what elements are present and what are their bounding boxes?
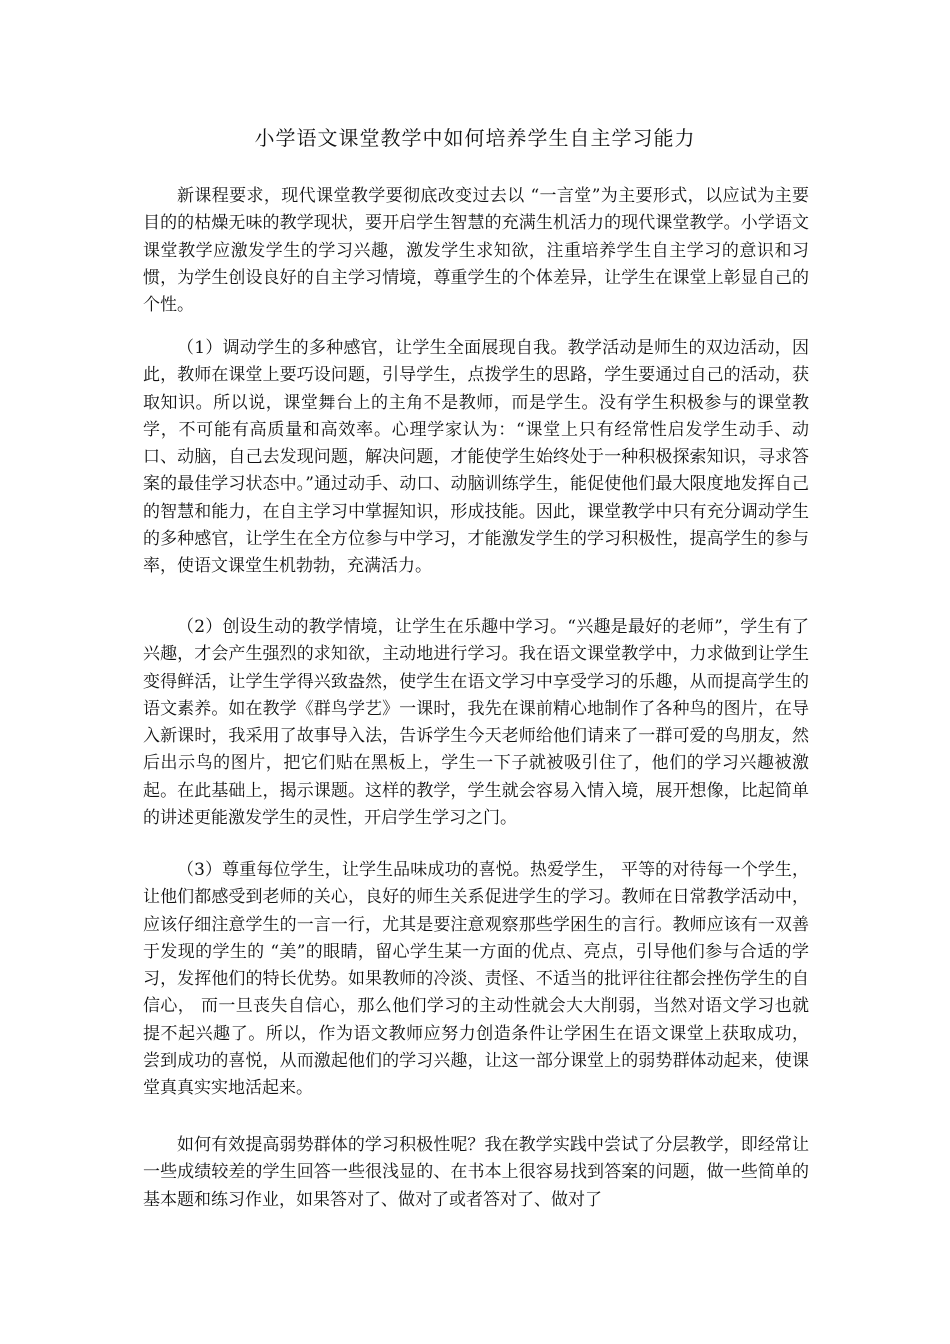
paragraph-point-1: （1）调动学生的多种感官，让学生全面展现自我。教学活动是师生的双边活动，因此，教师在课堂上要巧设问题，引导学生，点拨学生的思路，学生要通过自己的活动，获取知识。所以说，课堂舞台上的主角不是教师，而是学生。没有学生积极参与的课堂教学，不可能有高质量和高效率。心理学家认为：“课堂上只有经常性启发学生动手、动口、动脑，自己去发现问题，解决问题，才能使学生始终处于一种积极探索知识，寻求答案的最佳学习状态中。”通过动手、动口、动脑训练学生，能促使他们最大限度地发挥自己的智慧和能力，在自主学习中掌握知识，形成技能。因此，课堂教学中只有充分调动学生的多种感官，让学生在全方位参与中学习，才能激发学生的学习积极性，提高学生的参与率，使语文课堂生机勃勃，充满活力。 [143, 338, 809, 577]
paragraph-point-2: （2）创设生动的教学情境，让学生在乐趣中学习。“兴趣是最好的老师”，学生有了兴趣，才会产生强烈的求知欲，主动地进行学习。我在语文课堂教学中，力求做到让学生变得鲜活，让学生学得兴致盎然，使学生在语文学习中享受学习的乐趣，从而提高学生的语文素养。如在教学《群鸟学艺》一课时，我先在课前精心地制作了各种鸟的图片，在导入新课时，我采用了故事导入法，告诉学生今天老师给他们请来了一群可爱的鸟朋友，然后出示鸟的图片，把它们贴在黑板上，学生一下子就被吸引住了，他们的学习兴趣被激起。在此基础上，揭示课题。这样的教学，学生就会容易入情入境，展开想像，比起简单的讲述更能激发学生的灵性，开启学生学习之门。 [143, 617, 809, 829]
paragraph-intro: 新课程要求，现代课堂教学要彻底改变过去以 “一言堂”为主要形式，以应试为主要目的的枯燥无味的教学现状，要开启学生智慧的充满生机活力的现代课堂教学。小学语文课堂教学应激发学生的学习兴趣，激发学生求知欲，注重培养学生自主学习的意识和习惯，为学生创设良好的自主学习情境，尊重学生的个体差异，让学生在课堂上彰显自己的个性。 [143, 186, 809, 316]
paragraph-point-3: （3）尊重每位学生，让学生品味成功的喜悦。热爱学生， 平等的对待每一个学生，让他们都感受到老师的关心，良好的师生关系促进学生的学习。教师在日常教学活动中，应该仔细注意学生的一言一行，尤其是要注意观察那些学困生的言行。教师应该有一双善于发现的学生的 “美”的眼睛，留心学生某一方面的优点、亮点，引导他们参与合适的学习，发挥他们的特长优势。如果教师的冷淡、责怪、不适当的批评往往都会挫伤学生的自信心， 而一旦丧失自信心，那么他们学习的主动性就会大大削弱，当然对语文学习也就提不起兴趣了。所以，作为语文教师应努力创造条件让学困生在语文课堂上获取成功， 尝到成功的喜悦，从而激起他们的学习兴趣，让这一部分课堂上的弱势群体动起来，使课堂真真实实地活起来。 [143, 860, 809, 1099]
document-title: 小学语文课堂教学中如何培养学生自主学习能力 [254, 126, 696, 150]
paragraph-followup: 如何有效提高弱势群体的学习积极性呢？我在教学实践中尝试了分层教学，即经常让一些成绩较差的学生回答一些很浅显的、在书本上很容易找到答案的问题，做一些简单的基本题和练习作业，如果答对了、做对了或者答对了、做对了 [143, 1135, 809, 1210]
